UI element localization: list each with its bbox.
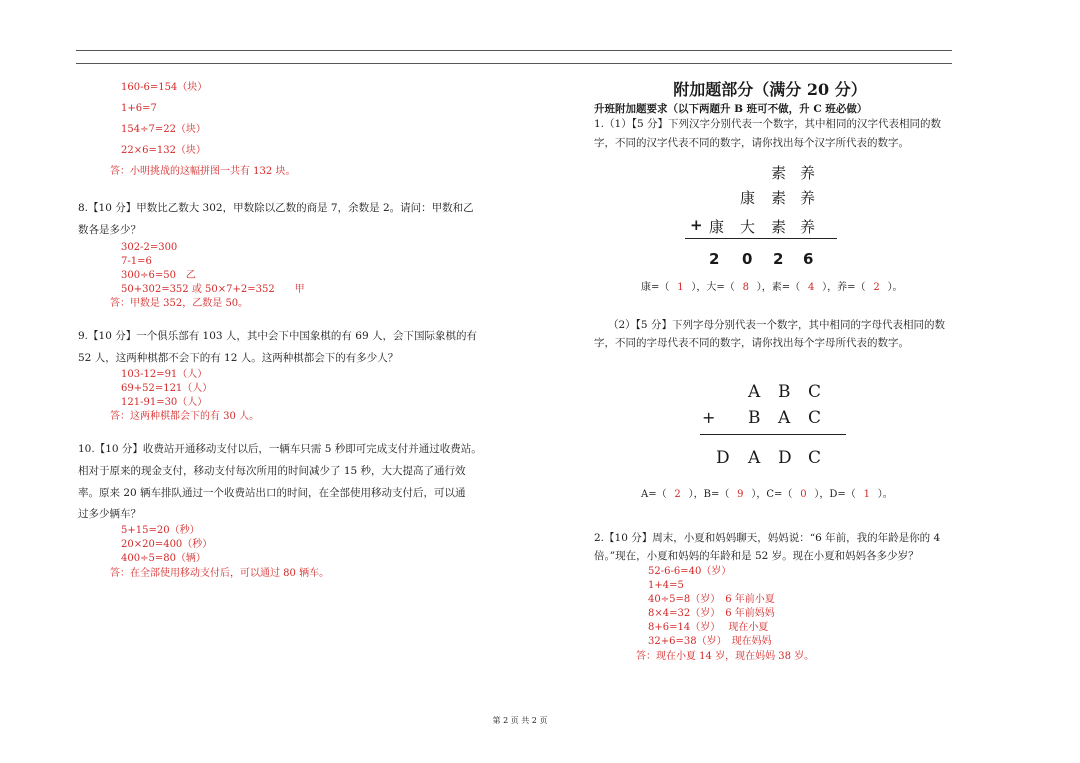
q2-answer: 答：现在小夏 14 岁，现在妈妈 38 岁。 bbox=[636, 651, 815, 662]
puzzle1-cell: 养 bbox=[800, 218, 816, 236]
p7-solution-line: 22×6=132（块） bbox=[121, 145, 206, 156]
answer2-label: ），D=（ bbox=[814, 489, 856, 500]
q2-solution-line: 8+6=14（岁） 现在小夏 bbox=[648, 622, 769, 633]
answer1-value: 4 bbox=[807, 282, 815, 293]
p7-answer: 答：小明挑战的这幅拼图一共有 132 块。 bbox=[110, 166, 296, 177]
answer1-value: 1 bbox=[677, 282, 684, 293]
puzzle2-cell: C bbox=[808, 408, 822, 428]
puzzle1-cell: 素 bbox=[771, 189, 787, 207]
plus-sign: + bbox=[690, 216, 703, 234]
p10-question-line: 率。原来 20 辆车排队通过一个收费站出口的时间，在全部使用移动支付后，可以通 bbox=[78, 487, 466, 499]
p9-answer: 答：这两种棋都会下的有 30 人。 bbox=[110, 411, 260, 422]
header-rule-top bbox=[76, 50, 952, 51]
puzzle1-result-digit: 6 bbox=[803, 250, 814, 268]
answer1-value: 2 bbox=[873, 282, 880, 293]
p9-solution-line: 103-12=91（人） bbox=[121, 369, 208, 380]
puzzle1-cell: 素 bbox=[771, 164, 787, 182]
header-rule-bottom bbox=[76, 63, 952, 64]
p8-solution-line: 300÷6=50 乙 bbox=[121, 270, 196, 281]
q2-solution-line: 8×4=32（岁） 6 年前妈妈 bbox=[648, 608, 775, 619]
p10-question-line: 过多少辆车？ bbox=[78, 508, 141, 520]
puzzle2-cell: B bbox=[778, 382, 791, 402]
puzzle1-result-digit: 2 bbox=[709, 250, 720, 268]
q2-solution-line: 1+4=5 bbox=[648, 580, 684, 591]
answer1-label: 康=（ bbox=[641, 282, 670, 293]
puzzle1-result-digit: 2 bbox=[773, 250, 784, 268]
answer2-value: 1 bbox=[863, 489, 870, 500]
p8-question-line: 数各是多少？ bbox=[78, 224, 141, 236]
p9-solution-line: 121-91=30（人） bbox=[121, 397, 208, 408]
answer1-value: 8 bbox=[742, 282, 749, 293]
q1-1-text-line: 1.（1）【5 分】下列汉字分别代表一个数字，其中相同的汉字代表相同的数 bbox=[594, 118, 941, 130]
p7-solution-line: 160-6=154（块） bbox=[121, 82, 208, 93]
answer2-line bbox=[641, 490, 893, 500]
answer2-value: 0 bbox=[800, 489, 807, 500]
p7-solution-line: 1+6=7 bbox=[121, 103, 157, 114]
answer2-label: ）。 bbox=[877, 489, 893, 500]
answer1-label: ），素=（ bbox=[756, 282, 801, 293]
puzzle2-result-cell: D bbox=[778, 448, 792, 468]
puzzle2-result-cell: C bbox=[808, 448, 822, 468]
p10-solution-line: 5+15=20（秒） bbox=[121, 525, 200, 536]
p8-solution-line: 7-1=6 bbox=[121, 256, 152, 267]
p10-solution-line: 20×20=400（秒） bbox=[121, 539, 213, 550]
puzzle1-cell: 养 bbox=[800, 189, 816, 207]
answer2-label: A=（ bbox=[641, 489, 667, 500]
answer1-line bbox=[641, 283, 903, 293]
plus-sign: + bbox=[702, 408, 716, 427]
q2-solution-line: 32+6=38（岁） 现在妈妈 bbox=[648, 636, 772, 647]
puzzle2-cell: A bbox=[748, 382, 761, 402]
puzzle1-cell: 素 bbox=[771, 218, 787, 236]
puzzle1-result-digit: 0 bbox=[742, 250, 753, 268]
q2-text-line: 2.【10 分】周末，小夏和妈妈聊天，妈妈说：“6 年前，我的年龄是你的 4 bbox=[594, 532, 941, 544]
sum-line bbox=[685, 238, 837, 239]
p9-question-line: 52 人，这两种棋都不会下的有 12 人。这两种棋都会下的有多少人？ bbox=[78, 352, 399, 364]
p9-question-line: 9.【10 分】一个俱乐部有 103 人，其中会下中国象棋的有 69 人，会下国际象棋的有 bbox=[78, 330, 477, 342]
answer1-label: ）。 bbox=[887, 282, 903, 293]
page-footer: 第 2 页 共 2 页 bbox=[492, 716, 548, 725]
answer2-label: ），C=（ bbox=[751, 489, 793, 500]
p8-solution-line: 302-2=300 bbox=[121, 242, 178, 253]
p8-solution-line: 50+302=352 或 50×7+2=352 甲 bbox=[121, 284, 305, 295]
p8-question-line: 8.【10 分】甲数比乙数大 302，甲数除以乙数的商是 7，余数是 2。请问：甲数和乙 bbox=[78, 202, 474, 214]
p9-solution-line: 69+52=121（人） bbox=[121, 383, 213, 394]
q1-2-text-line: （2）【5 分】下列字母分别代表一个数字，其中相同的字母代表相同的数 bbox=[608, 319, 945, 331]
puzzle2-cell: C bbox=[808, 382, 822, 402]
bonus-requirement: 升班附加题要求（以下两题升 B 班可不做，升 C 班必做） bbox=[594, 103, 868, 115]
puzzle1-cell: 康 bbox=[740, 189, 756, 207]
puzzle1-cell: 养 bbox=[800, 164, 816, 182]
puzzle2-result-cell: D bbox=[716, 448, 730, 468]
p10-question-line: 10.【10 分】收费站开通移动支付以后，一辆车只需 5 秒即可完成支付并通过收费站。 bbox=[78, 443, 482, 455]
p10-answer: 答：在全部使用移动支付后，可以通过 80 辆车。 bbox=[110, 568, 330, 579]
answer1-label: ），大=（ bbox=[691, 282, 735, 293]
q2-solution-line: 40÷5=8（岁） 6 年前小夏 bbox=[648, 594, 775, 605]
answer2-value: 2 bbox=[674, 489, 681, 500]
puzzle2-cell: B bbox=[748, 408, 761, 428]
bonus-section-heading: 附加题部分（满分 20 分） bbox=[673, 80, 867, 99]
answer1-label: ），养=（ bbox=[822, 282, 866, 293]
q2-solution-line: 52-6-6=40（岁） bbox=[648, 566, 732, 577]
q2-text-line: 倍。”现在，小夏和妈妈的年龄和是 52 岁。现在小夏和妈妈各多少岁？ bbox=[594, 550, 919, 562]
puzzle2-result-cell: A bbox=[748, 448, 761, 468]
p8-answer: 答：甲数是 352，乙数是 50。 bbox=[110, 298, 249, 309]
p10-solution-line: 400÷5=80（辆） bbox=[121, 553, 206, 564]
p7-solution-line: 154÷7=22（块） bbox=[121, 124, 206, 135]
sum-line bbox=[700, 434, 846, 435]
p10-question-line: 相对于原来的现金支付，移动支付每次所用的时间减少了 15 秒，大大提高了通行效 bbox=[78, 465, 466, 477]
answer2-label: ），B=（ bbox=[688, 489, 730, 500]
puzzle1-cell: 康 bbox=[709, 218, 725, 236]
puzzle2-cell: A bbox=[778, 408, 791, 428]
q1-2-text-line: 字，不同的字母代表不同的数字，请你找出每个字母所代表的数字。 bbox=[594, 337, 909, 349]
answer2-value: 9 bbox=[737, 489, 744, 500]
puzzle1-cell: 大 bbox=[740, 218, 756, 236]
q1-1-text-line: 字，不同的汉字代表不同的数字，请你找出每个汉字所代表的数字。 bbox=[594, 137, 909, 149]
